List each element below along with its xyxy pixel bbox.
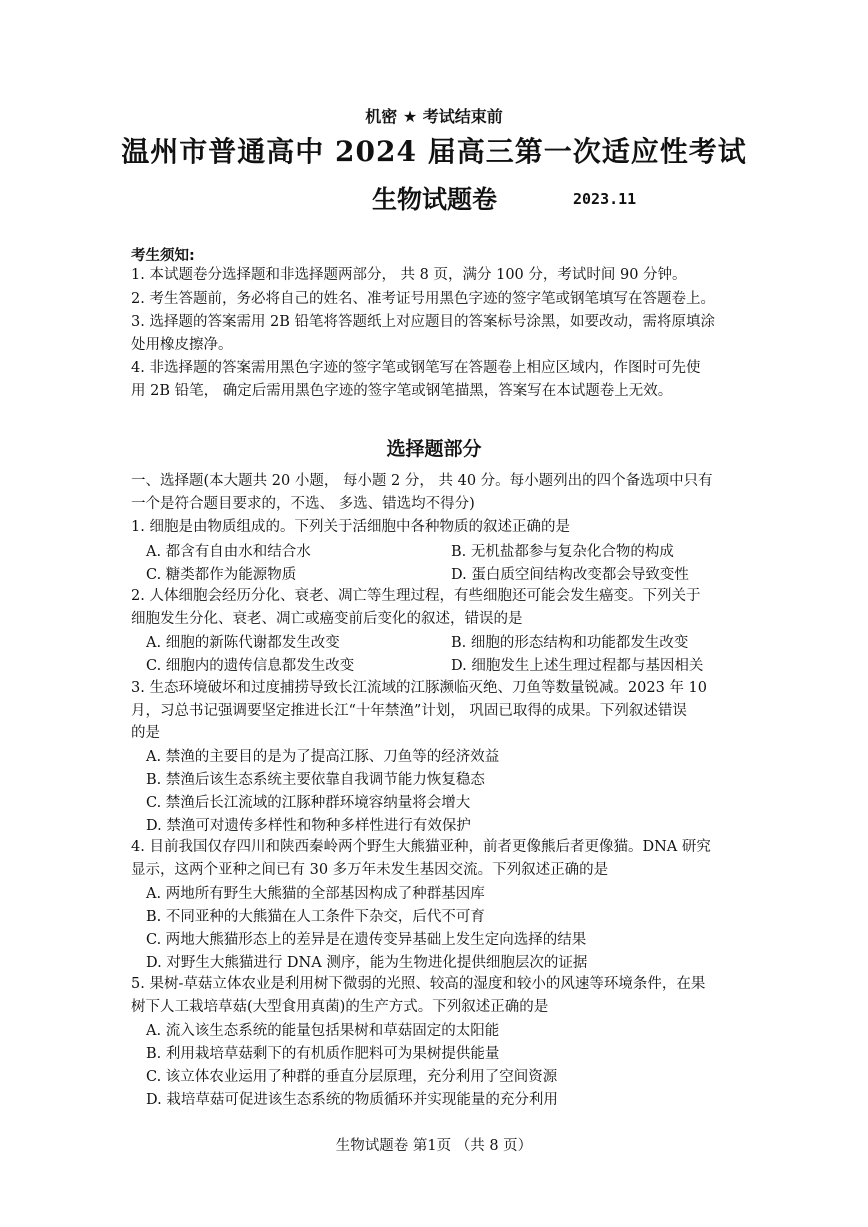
q2-option-a: A. 细胞的新陈代谢都发生改变 xyxy=(146,635,340,651)
q4-option-a: A. 两地所有野生大熊猫的全部基因构成了种群基因库 xyxy=(146,886,485,902)
q1-option-c: C. 糖类都作为能源物质 xyxy=(146,567,297,583)
q3-option-d: D. 禁渔可对遗传多样性和物种多样性进行有效保护 xyxy=(146,818,471,834)
question-5-stem: 5. 果树-草菇立体农业是利用树下微弱的光照、较高的湿度和较小的风速等环境条件，在果 xyxy=(131,976,706,992)
notice-line: 处用橡皮擦净。 xyxy=(131,337,233,353)
question-3-stem: 3. 生态环境破坏和过度捕捞导致长江流域的江豚濒临灭绝、刀鱼等数量锐减。2023 年 10 xyxy=(131,680,708,696)
q5-option-d: D. 栽培草菇可促进该生态系统的物质循环并实现能量的充分利用 xyxy=(146,1092,558,1108)
confidential-label: 机密 ★ 考试结束前 xyxy=(365,107,503,126)
q5-option-c: C. 该立体农业运用了种群的垂直分层原理，充分利用了空间资源 xyxy=(146,1069,558,1085)
question-3-stem: 的是 xyxy=(131,725,160,741)
exam-date: 2023.11 xyxy=(573,190,637,208)
q2-option-c: C. 细胞内的遗传信息都发生改变 xyxy=(146,658,355,674)
question-3-stem: 月，习总书记强调要坚定推进长江“十年禁渔”计划， 巩固已取得的成果。下列叙述错误 xyxy=(131,703,687,719)
q5-option-b: B. 利用栽培草菇剩下的有机质作肥料可为果树提供能量 xyxy=(146,1046,500,1062)
notice-line: 用 2B 铅笔， 确定后需用黑色字迹的签字笔或钢笔描黑，答案写在本试题卷上无效。 xyxy=(131,383,673,399)
intro-line: 一、选择题(本大题共 20 小题， 每小题 2 分， 共 40 分。每小题列出的四个备选项中只有 xyxy=(131,473,713,489)
q3-option-c: C. 禁渔后长江流域的江豚种群环境容纳量将会增大 xyxy=(146,795,471,811)
question-2-stem: 2. 人体细胞会经历分化、衰老、凋亡等生理过程，有些细胞还可能会发生癌变。下列关于 xyxy=(131,588,701,604)
exam-title: 温州市普通高中 2024 届高三第一次适应性考试 xyxy=(121,135,747,168)
q1-option-d: D. 蛋白质空间结构改变都会导致变性 xyxy=(451,567,689,583)
q5-option-a: A. 流入该生态系统的能量包括果树和草菇固定的太阳能 xyxy=(146,1023,500,1039)
page-footer: 生物试题卷 第1页 （共 8 页） xyxy=(335,1138,533,1154)
q3-option-a: A. 禁渔的主要目的是为了提高江豚、刀鱼等的经济效益 xyxy=(146,749,500,765)
intro-line: 一个是符合题目要求的，不选、 多选、错选均不得分) xyxy=(131,496,475,512)
paper-subtitle: 生物试题卷 xyxy=(372,185,498,214)
notice-line: 3. 选择题的答案需用 2B 铅笔将答题纸上对应题目的答案标号涂黑，如要改动，需将原填涂 xyxy=(131,314,716,330)
section-title: 选择题部分 xyxy=(386,438,482,460)
notice-line: 4. 非选择题的答案需用黑色字迹的签字笔或钢笔写在答题卷上相应区域内，作图时可先使 xyxy=(131,360,701,376)
notice-line: 2. 考生答题前，务必将自己的姓名、准考证号用黑色字迹的签字笔或钢笔填写在答题卷上。 xyxy=(131,291,715,307)
q4-option-b: B. 不同亚种的大熊猫在人工条件下杂交，后代不可育 xyxy=(146,909,485,925)
question-4-stem: 4. 目前我国仅存四川和陕西秦岭两个野生大熊猫亚种，前者更像熊后者更像猫。DNA 研究 xyxy=(131,839,711,855)
question-4-stem: 显示，这两个亚种之间已有 30 多万年未发生基因交流。下列叙述正确的是 xyxy=(131,862,609,878)
question-1-stem: 1. 细胞是由物质组成的。下列关于活细胞中各种物质的叙述正确的是 xyxy=(131,519,570,535)
notice-line: 1. 本试题卷分选择题和非选择题两部分， 共 8 页，满分 100 分，考试时间 90 分钟。 xyxy=(131,267,687,283)
q1-option-a: A. 都含有自由水和结合水 xyxy=(146,544,311,560)
q4-option-d: D. 对野生大熊猫进行 DNA 测序，能为生物进化提供细胞层次的证据 xyxy=(146,955,588,971)
question-5-stem: 树下人工栽培草菇(大型食用真菌)的生产方式。下列叙述正确的是 xyxy=(131,999,549,1015)
notice-heading: 考生须知: xyxy=(131,248,195,264)
q1-option-b: B. 无机盐都参与复杂化合物的构成 xyxy=(451,544,674,560)
question-2-stem: 细胞发生分化、衰老、凋亡或癌变前后变化的叙述，错误的是 xyxy=(131,611,523,627)
q4-option-c: C. 两地大熊猫形态上的差异是在遗传变异基础上发生定向选择的结果 xyxy=(146,932,587,948)
q2-option-b: B. 细胞的形态结构和功能都发生改变 xyxy=(451,635,689,651)
q2-option-d: D. 细胞发生上述生理过程都与基因相关 xyxy=(451,658,704,674)
q3-option-b: B. 禁渔后该生态系统主要依靠自我调节能力恢复稳态 xyxy=(146,772,485,788)
